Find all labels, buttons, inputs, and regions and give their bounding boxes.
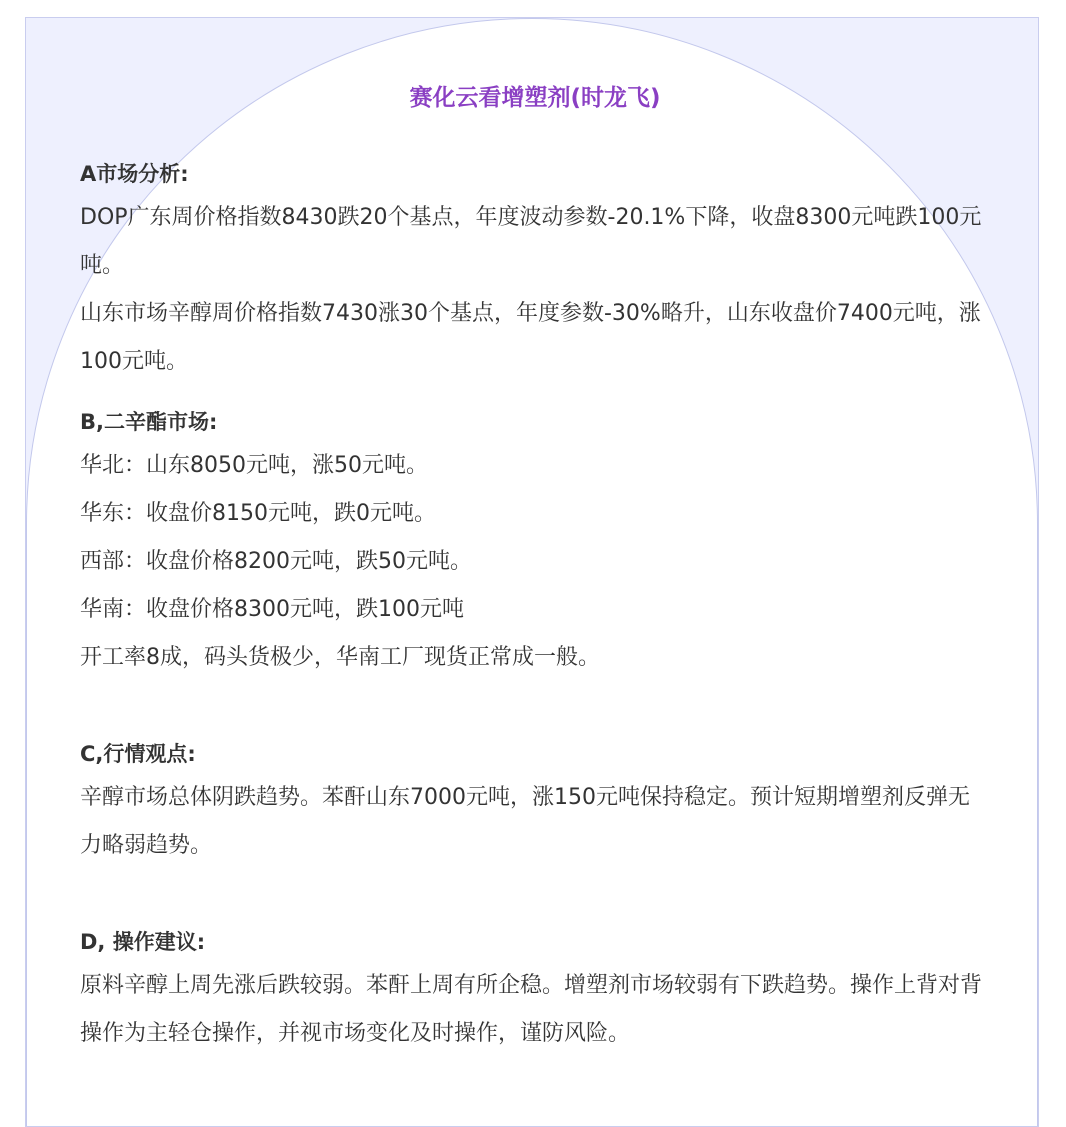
paragraph: 辛醇市场总体阴跌趋势。苯酐山东7000元吨，涨150元吨保持稳定。预计短期增塑剂反弹无力略弱趋势。 [80, 785, 970, 858]
section-heading: B,二辛酯市场: [80, 410, 218, 434]
section-dioctyl-market [80, 406, 990, 682]
section-market-outlook [80, 738, 990, 870]
paragraph: 西部：收盘价格8200元吨，跌50元吨。 [80, 549, 472, 574]
spacer [80, 386, 990, 406]
section-heading: D, 操作建议: [80, 930, 206, 954]
spacer [80, 870, 990, 926]
section-operation-advice [80, 926, 990, 1058]
paragraph: 华北：山东8050元吨，涨50元吨。 [80, 453, 428, 478]
spacer [80, 682, 990, 738]
paragraph: 华东：收盘价8150元吨，跌0元吨。 [80, 501, 436, 526]
paragraph: 开工率8成，码头货极少，华南工厂现货正常成一般。 [80, 645, 600, 670]
article-content [80, 80, 990, 1058]
section-heading: A市场分析: [80, 162, 189, 186]
section-market-analysis [80, 158, 990, 386]
section-heading: C,行情观点: [80, 742, 196, 766]
paragraph: 原料辛醇上周先涨后跌较弱。苯酐上周有所企稳。增塑剂市场较弱有下跌趋势。操作上背对背操作为主轻仓操作，并视市场变化及时操作，谨防风险。 [80, 973, 983, 1046]
paragraph: 华南：收盘价格8300元吨，跌100元吨 [80, 597, 464, 622]
paragraph: 山东市场辛醇周价格指数7430涨30个基点，年度参数-30%略升，山东收盘价7400元吨，涨100元吨。 [80, 301, 981, 374]
paragraph: DOP广东周价格指数8430跌20个基点，年度波动参数-20.1%下降，收盘8300元吨跌100元吨。 [80, 205, 982, 278]
article-card [25, 17, 1039, 1127]
article-title: 赛化云看增塑剂(时龙飞) [409, 85, 661, 111]
